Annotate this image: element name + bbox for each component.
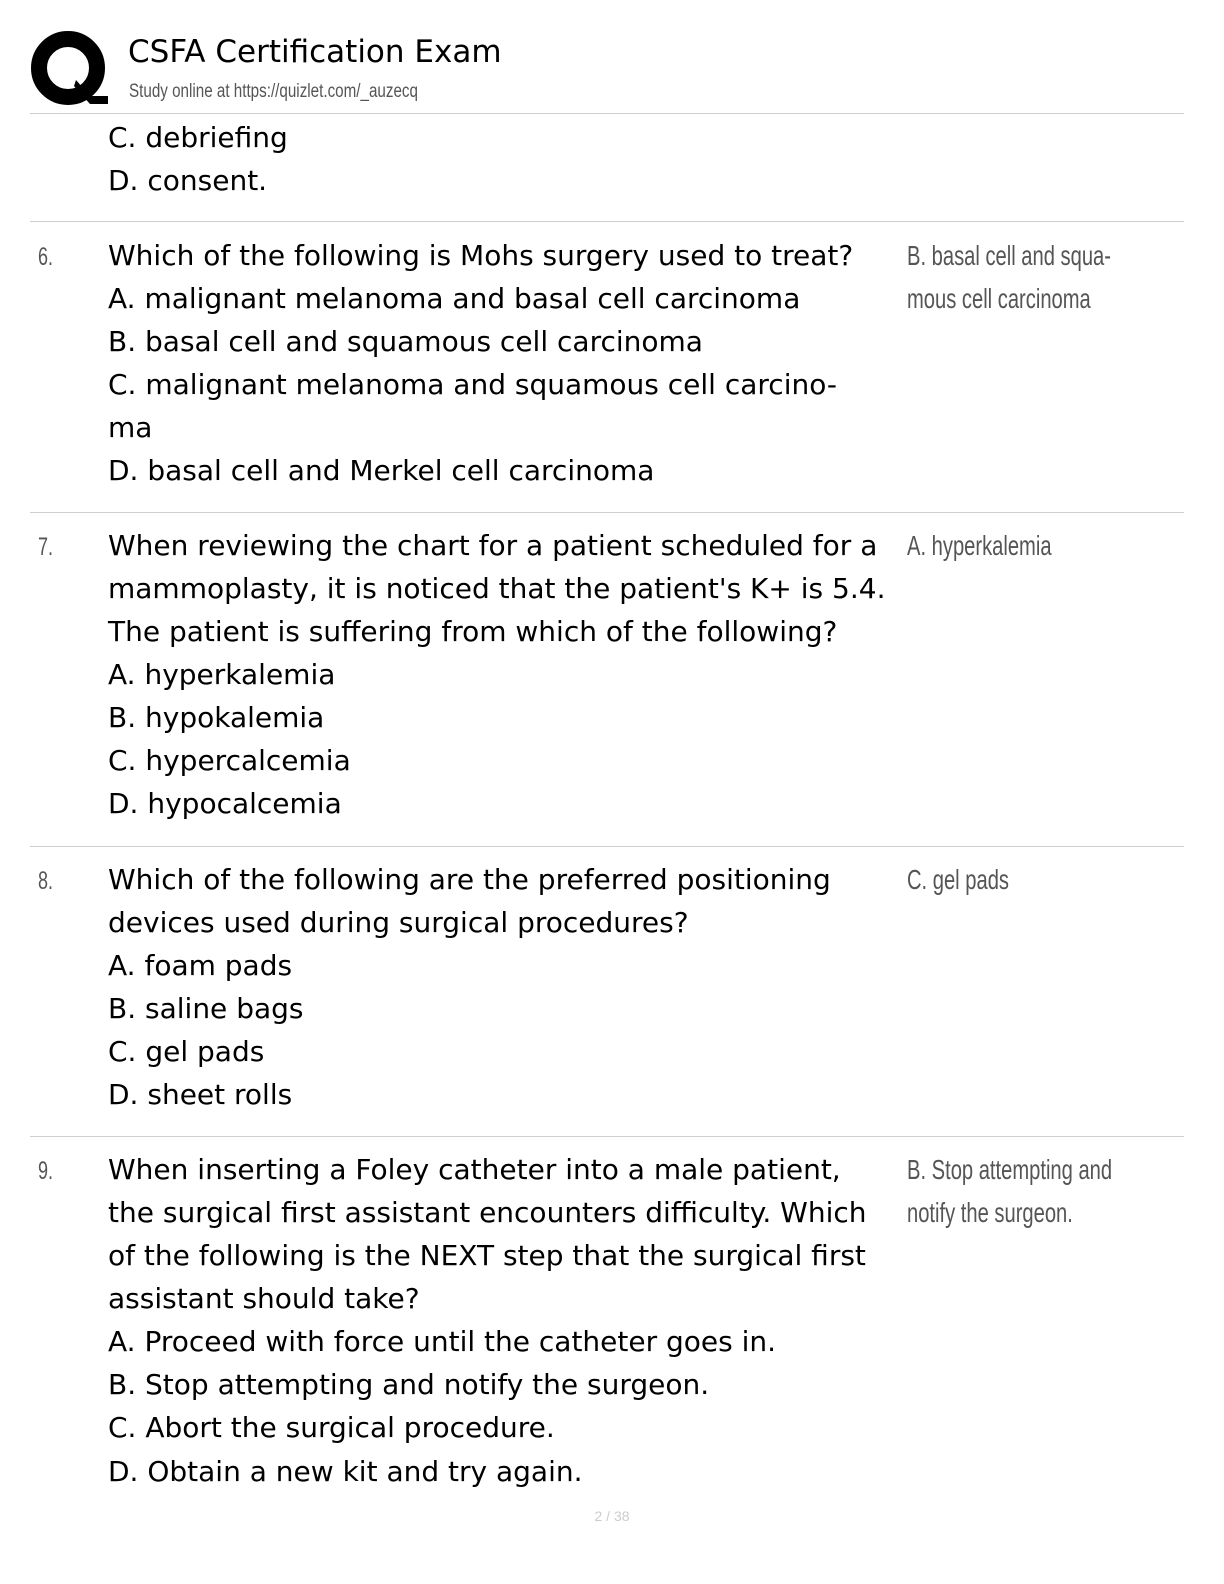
option-item: C. malignant melanoma and squamous cell carcino- xyxy=(108,368,837,401)
answer-text: notify the surgeon. xyxy=(907,1197,1073,1228)
question-text: The patient is suffering from which of the following? xyxy=(108,615,838,648)
option-item: D. Obtain a new kit and try again. xyxy=(108,1455,583,1488)
answer-text: B. Stop attempting and xyxy=(907,1154,1113,1185)
question-text: When inserting a Foley catheter into a male patient, xyxy=(108,1153,841,1186)
question-divider xyxy=(30,221,1184,222)
option-item: A. foam pads xyxy=(108,949,293,982)
question-text: Which of the following is Mohs surgery used to treat? xyxy=(108,239,854,272)
question-text: of the following is the NEXT step that the surgical first xyxy=(108,1239,866,1272)
option-item: ma xyxy=(108,411,153,444)
option-item: B. basal cell and squamous cell carcinoma xyxy=(108,325,703,358)
option-item: D. hypocalcemia xyxy=(108,787,342,820)
page-header xyxy=(30,28,1184,114)
option-item: B. hypokalemia xyxy=(108,701,325,734)
option-item: A. Proceed with force until the catheter goes in. xyxy=(108,1325,777,1358)
option-item: A. malignant melanoma and basal cell carcinoma xyxy=(108,282,801,315)
answer-text: C. gel pads xyxy=(907,864,1009,895)
option-item: B. Stop attempting and notify the surgeon. xyxy=(108,1368,710,1401)
question-text: Which of the following are the preferred positioning xyxy=(108,863,831,896)
question-number: 9. xyxy=(38,1157,54,1185)
option-item: B. saline bags xyxy=(108,992,304,1025)
option-item: D. basal cell and Merkel cell carcinoma xyxy=(108,454,655,487)
option-item: A. hyperkalemia xyxy=(108,658,336,691)
header-divider xyxy=(30,113,1184,114)
quizlet-logo-icon xyxy=(30,30,110,110)
page-number: 2 / 38 xyxy=(594,1508,630,1524)
question-divider xyxy=(30,846,1184,847)
answer-text: A. hyperkalemia xyxy=(907,530,1052,561)
option-item: C. gel pads xyxy=(108,1035,265,1068)
question-number: 7. xyxy=(38,533,54,561)
option-item: D. sheet rolls xyxy=(108,1078,293,1111)
study-online-link[interactable]: Study online at https://quizlet.com/_auzecq xyxy=(129,81,418,102)
option-item: C. hypercalcemia xyxy=(108,744,351,777)
question-text: the surgical first assistant encounters difficulty. Which xyxy=(108,1196,867,1229)
question-text: When reviewing the chart for a patient scheduled for a xyxy=(108,529,878,562)
question-text: devices used during surgical procedures? xyxy=(108,906,689,939)
answer-text: mous cell carcinoma xyxy=(907,283,1091,314)
option-item: D. consent. xyxy=(108,164,268,197)
question-text: assistant should take? xyxy=(108,1282,420,1315)
option-item: C. Abort the surgical procedure. xyxy=(108,1411,555,1444)
question-divider xyxy=(30,512,1184,513)
answer-text: B. basal cell and squa- xyxy=(907,240,1111,271)
question-number: 6. xyxy=(38,243,54,271)
question-divider xyxy=(30,1136,1184,1137)
document-title: CSFA Certification Exam xyxy=(128,34,502,70)
option-item: C. debriefing xyxy=(108,121,288,154)
question-text: mammoplasty, it is noticed that the patient's K+ is 5.4. xyxy=(108,572,886,605)
question-number: 8. xyxy=(38,867,54,895)
